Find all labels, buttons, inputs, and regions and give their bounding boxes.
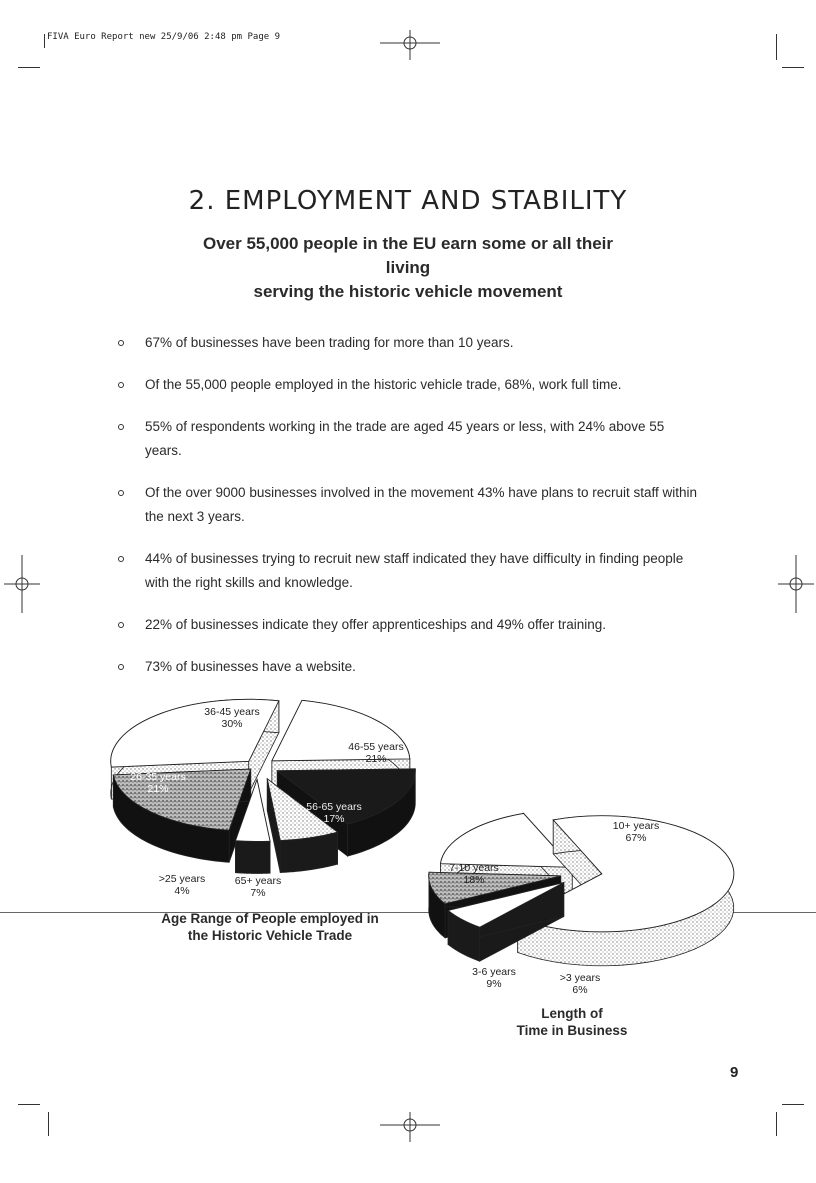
pie-slice-26-35-years xyxy=(113,769,250,862)
list-item-text: 73% of businesses have a website. xyxy=(145,659,356,674)
slice-value-7-10-years: 18% xyxy=(463,874,485,886)
list-item-text: 44% of businesses trying to recruit new staff indicated they have difficulty in finding people with the right skills and knowledge. xyxy=(145,551,684,590)
list-item xyxy=(118,655,698,679)
list-item-text: Of the 55,000 people employed in the historic vehicle trade, 68%, work full time. xyxy=(145,377,622,392)
subtitle-line-1: Over 55,000 people in the EU earn some or all their living xyxy=(202,234,614,277)
crop-mark-tl-v xyxy=(44,34,45,48)
crop-mark-br-h xyxy=(782,1104,804,1105)
registration-mark-bottom-icon xyxy=(380,1112,440,1142)
list-item-text: 55% of respondents working in the trade are aged 45 years or less, with 24% above 55 years. xyxy=(145,419,665,458)
age-chart-title-line-2: the Historic Vehicle Trade xyxy=(187,928,353,943)
slice-label-25-years: >25 years xyxy=(158,873,206,885)
time-chart-title-line-1: Length of xyxy=(541,1006,603,1021)
list-item xyxy=(118,415,698,463)
slice-value-3-years: 6% xyxy=(572,984,588,996)
list-item xyxy=(118,481,698,529)
time-in-business-pie-chart xyxy=(420,785,740,1005)
crop-mark-br-v xyxy=(776,1112,777,1136)
list-item-text: 67% of businesses have been trading for more than 10 years. xyxy=(145,335,514,350)
bullet-circle-icon xyxy=(118,424,124,430)
slice-label-36-45-years: 36-45 years xyxy=(204,706,260,718)
section-title: 2. EMPLOYMENT AND STABILITY xyxy=(188,186,628,216)
key-facts-list xyxy=(118,331,698,697)
slice-label-3-years: >3 years xyxy=(559,972,601,984)
slice-value-56-65-years: 17% xyxy=(323,813,345,825)
slice-value-10-years: 67% xyxy=(625,832,647,844)
slice-value-36-45-years: 30% xyxy=(221,718,243,730)
time-chart-caption xyxy=(482,1005,662,1039)
page-subtitle xyxy=(180,232,636,304)
bullet-circle-icon xyxy=(118,340,124,346)
time-chart-title-line-2: Time in Business xyxy=(516,1023,628,1038)
slice-value-65-years: 7% xyxy=(250,887,266,899)
slice-label-3-6-years: 3-6 years xyxy=(472,966,516,978)
slice-value-26-35-years: 21% xyxy=(147,783,169,795)
printer-slug: FIVA Euro Report new 25/9/06 2:48 pm Page 9 xyxy=(47,32,280,42)
registration-mark-left-icon xyxy=(4,555,40,613)
registration-mark-top-icon xyxy=(380,30,440,60)
slice-value-3-6-years: 9% xyxy=(486,978,502,990)
slice-label-65-years: 65+ years xyxy=(234,875,282,887)
age-range-pie-chart xyxy=(110,688,430,908)
slice-label-46-55-years: 46-55 years xyxy=(348,741,404,753)
list-item xyxy=(118,613,698,637)
slice-value-25-years: 4% xyxy=(174,885,190,897)
crop-mark-bl-h xyxy=(18,1104,40,1105)
slice-label-10-years: 10+ years xyxy=(612,820,660,832)
slice-value-46-55-years: 21% xyxy=(365,753,387,765)
age-chart-title-line-1: Age Range of People employed in xyxy=(161,911,379,926)
list-item-text: 22% of businesses indicate they offer apprenticeships and 49% offer training. xyxy=(145,617,607,632)
slice-label-56-65-years: 56-65 years xyxy=(306,801,362,813)
crop-mark-tr-v xyxy=(776,34,777,60)
bullet-circle-icon xyxy=(118,382,124,388)
slice-label-26-35-years: 26-35 years xyxy=(130,771,186,783)
crop-mark-bl-v xyxy=(48,1112,49,1136)
crop-mark-tr-h xyxy=(782,67,804,68)
bullet-circle-icon xyxy=(118,556,124,562)
registration-mark-right-icon xyxy=(778,555,814,613)
bullet-circle-icon xyxy=(118,490,124,496)
list-item xyxy=(118,331,698,355)
crop-mark-tl-h xyxy=(18,67,40,68)
bullet-circle-icon xyxy=(118,664,124,670)
list-item xyxy=(118,547,698,595)
subtitle-line-2: serving the historic vehicle movement xyxy=(253,282,563,301)
slice-label-7-10-years: 7-10 years xyxy=(449,862,499,874)
list-item xyxy=(118,373,698,397)
bullet-circle-icon xyxy=(118,622,124,628)
page-number: 9 xyxy=(730,1064,739,1081)
age-chart-caption xyxy=(150,910,390,944)
list-item-text: Of the over 9000 businesses involved in the movement 43% have plans to recruit staff within the next 3 years. xyxy=(145,485,698,524)
